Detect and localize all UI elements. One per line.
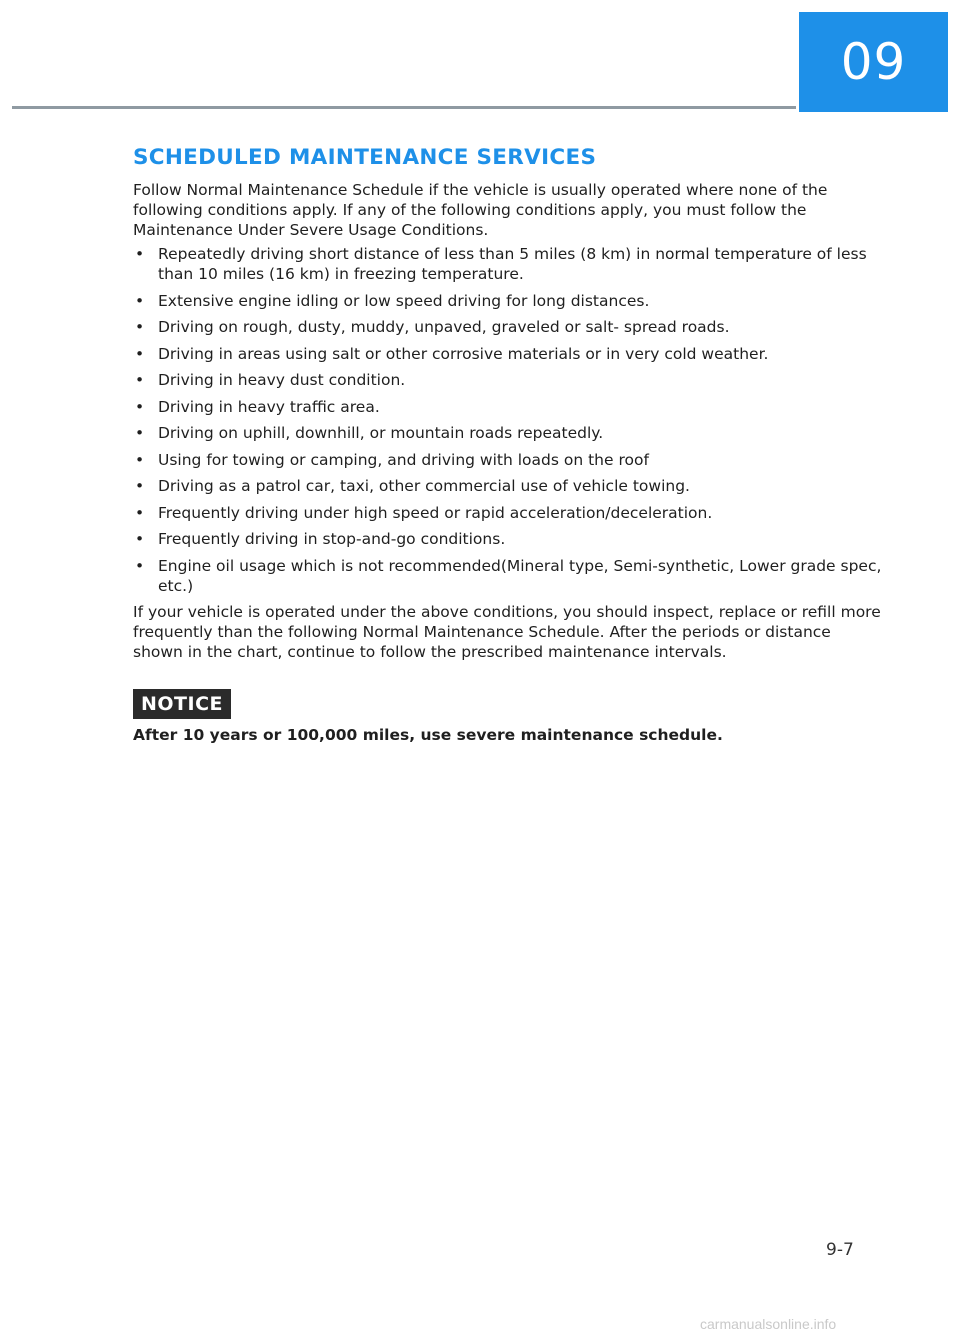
- condition-list: [133, 244, 883, 596]
- bullet-icon: •: [135, 245, 145, 263]
- bullet-icon: •: [135, 424, 145, 442]
- list-item: • Extensive engine idling or low speed driving for long distances.: [135, 291, 650, 310]
- list-item: • Engine oil usage which is not recommended(Mineral type, Semi-synthetic, Lower grade spec, etc.): [135, 556, 882, 595]
- list-item: • Driving in heavy dust condition.: [135, 371, 406, 389]
- bullet-icon: •: [135, 397, 145, 416]
- bullet-icon: •: [135, 477, 145, 495]
- list-item: • Frequently driving under high speed or rapid acceleration/deceleration.: [135, 503, 713, 522]
- notice-text: After 10 years or 100,000 miles, use severe maintenance schedule.: [133, 726, 723, 744]
- bullet-icon: •: [135, 450, 145, 469]
- list-item: • Repeatedly driving short distance of less than 5 miles (8 km) in normal temperature of less than 10 miles (16 km) in freezing temperature.: [135, 245, 867, 283]
- bullet-icon: •: [135, 318, 145, 336]
- bullet-icon: •: [135, 291, 145, 310]
- chapter-number: 09: [840, 33, 907, 91]
- page-content: [133, 144, 883, 745]
- bullet-icon: •: [135, 503, 145, 522]
- header-rule: [12, 106, 796, 109]
- list-item: • Driving as a patrol car, taxi, other commercial use of vehicle towing.: [135, 477, 690, 495]
- bullet-icon: •: [135, 344, 145, 363]
- chapter-tab: [799, 12, 948, 112]
- list-item: • Frequently driving in stop-and-go conditions.: [135, 530, 506, 548]
- watermark: carmanualsonline.info: [700, 1316, 837, 1332]
- followup-paragraph: If your vehicle is operated under the above conditions, you should inspect, replace or refill more frequently than the following Normal Maintenance Schedule. After the periods or distance shown in the chart, continue to follow the prescribed maintenance intervals.: [133, 603, 881, 661]
- intro-paragraph: Follow Normal Maintenance Schedule if the vehicle is usually operated where none of the following conditions apply. If any of the following conditions apply, you must follow the Maintenance Under Severe Usage Conditions.: [133, 181, 828, 239]
- list-item: • Driving on uphill, downhill, or mountain roads repeatedly.: [135, 424, 604, 442]
- bullet-icon: •: [135, 530, 145, 548]
- list-item: • Driving on rough, dusty, muddy, unpaved, graveled or salt- spread roads.: [135, 318, 730, 336]
- bullet-icon: •: [135, 371, 145, 389]
- list-item: • Driving in areas using salt or other corrosive materials or in very cold weather.: [135, 344, 769, 363]
- bullet-icon: •: [135, 556, 145, 575]
- notice-badge: NOTICE: [133, 689, 231, 719]
- page-number: 9-7: [826, 1240, 854, 1260]
- list-item: • Using for towing or camping, and driving with loads on the roof: [135, 450, 649, 469]
- section-title: SCHEDULED MAINTENANCE SERVICES: [133, 145, 597, 170]
- list-item: • Driving in heavy traffic area.: [135, 397, 380, 416]
